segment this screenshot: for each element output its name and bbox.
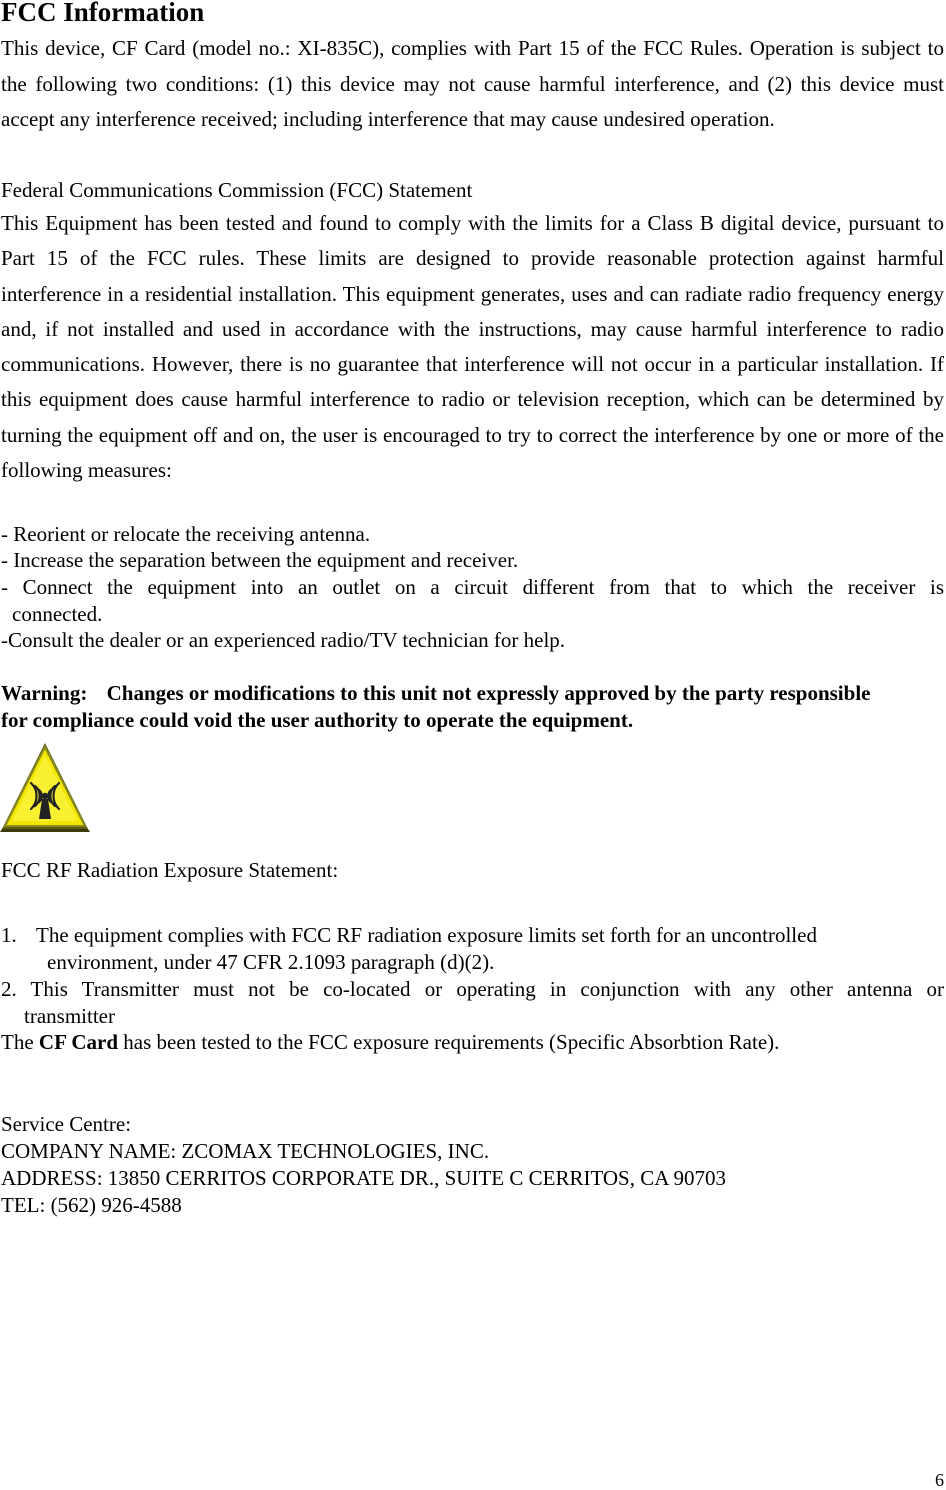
service-telephone: TEL: (562) 926-4588 (1, 1193, 182, 1217)
service-address: ADDRESS: 13850 CERRITOS CORPORATE DR., SUITE C CERRITOS, CA 90703 (1, 1166, 727, 1190)
rf-item-1-line2: environment, under 47 CFR 2.1093 paragraph (d)(2). (47, 950, 495, 974)
fcc-statement-body: This Equipment has been tested and found to comply with the limits for a Class B digital device, pursuant to Part 15 of the FCC rules. These limits are designed to provide reasonable protection against harmful interference in a residential installation. This equipment generates, uses and can radiate radio frequency energy and, if not installed and used in accordance with the instructions, may cause harmful interference to radio communications. However, there is no guarantee that interference will not occur in a particular installation. If this equipment does cause harmful interference to radio or television reception, which can be determined by turning the equipment off and on, the user is encouraged to try to correct the interference by one or more of the following measures: (1, 211, 944, 483)
measure-item-reorient: - Reorient or relocate the receiving antenna. (1, 522, 371, 546)
measure-item-outlet (1, 574, 944, 628)
service-company-name: COMPANY NAME: ZCOMAX TECHNOLOGIES, INC. (1, 1139, 490, 1163)
measure-item-separation: - Increase the separation between the equipment and receiver. (1, 548, 519, 572)
warning-text: Changes or modifications to this unit not expressly approved by the party responsible for compliance could void the user authority to operate the equipment. (1, 681, 871, 732)
measure-item-consult: -Consult the dealer or an experienced radio/TV technician for help. (1, 628, 566, 652)
product-name: CF Card (38, 1030, 119, 1054)
sar-tested-statement (1, 1029, 779, 1056)
page-title: FCC Information (1, 0, 205, 27)
service-centre-heading: Service Centre: (1, 1112, 132, 1136)
fcc-statement-heading: Federal Communications Commission (FCC) Statement (1, 178, 473, 202)
rf-item-2 (1, 976, 944, 1030)
measure-item-outlet-line1: - Connect the equipment into an outlet on a circuit different from that to which the receiver is (1, 575, 944, 599)
rf-item-1 (1, 922, 944, 976)
service-centre-block (1, 1111, 726, 1219)
rf-exposure-heading: FCC RF Radiation Exposure Statement: (1, 858, 339, 882)
sar-tested-suffix: has been tested to the FCC exposure requirements (Specific Absorbtion Rate). (123, 1030, 780, 1054)
warning-label: Warning: (1, 681, 88, 705)
rf-item-1-line1: The equipment complies with FCC RF radiation exposure limits set forth for an uncontrolled (36, 923, 817, 947)
rf-item-1-number: 1. (1, 923, 17, 947)
rf-radiation-warning-icon (0, 741, 90, 833)
intro-paragraph: This device, CF Card (model no.: XI-835C), complies with Part 15 of the FCC Rules. Operation is subject to the following two conditions: (1) this device may not cause harmful interference, and (2) this device must accept any interference received; including interference that may cause undesired operation. (1, 36, 944, 131)
sar-tested-prefix: The (1, 1030, 34, 1054)
rf-item-2-line2: transmitter (24, 1004, 115, 1028)
rf-item-2-line1: 2. This Transmitter must not be co-located or operating in conjunction with any other antenna or (1, 977, 944, 1001)
warning-block (1, 680, 901, 734)
measure-item-outlet-line2: connected. (12, 602, 103, 626)
page-number: 6 (935, 1470, 944, 1490)
